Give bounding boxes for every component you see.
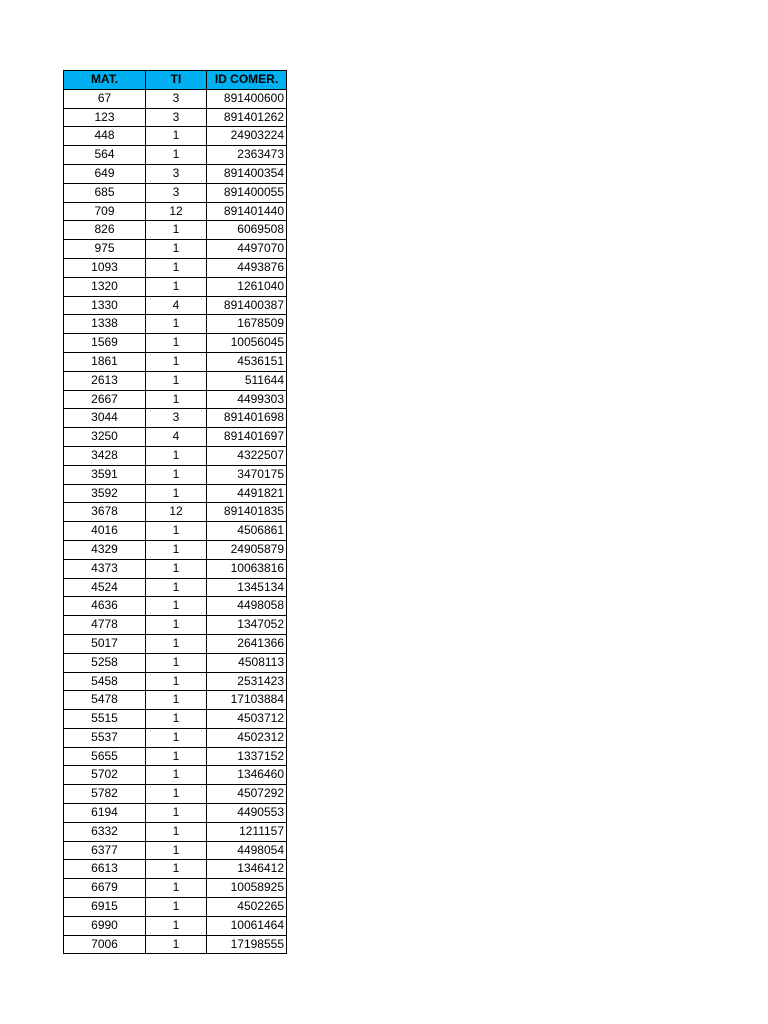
table-row [64, 935, 287, 954]
cell-id-comer: 891401262 [207, 108, 287, 127]
table-row [64, 334, 287, 353]
cell-id-comer: 891401835 [207, 503, 287, 522]
table-row [64, 710, 287, 729]
cell-mat: 5017 [64, 634, 146, 653]
table-row [64, 822, 287, 841]
cell-id-comer: 10056045 [207, 334, 287, 353]
cell-id-comer: 24905879 [207, 540, 287, 559]
cell-mat: 3044 [64, 409, 146, 428]
table-row [64, 578, 287, 597]
column-header-ti: TI [146, 71, 207, 90]
cell-id-comer: 891400600 [207, 89, 287, 108]
cell-ti: 1 [146, 221, 207, 240]
table-row [64, 841, 287, 860]
cell-id-comer: 2641366 [207, 634, 287, 653]
cell-id-comer: 4498054 [207, 841, 287, 860]
cell-mat: 6679 [64, 879, 146, 898]
table-row [64, 804, 287, 823]
cell-id-comer: 24903224 [207, 127, 287, 146]
cell-ti: 12 [146, 503, 207, 522]
cell-id-comer: 10063816 [207, 559, 287, 578]
cell-mat: 6990 [64, 916, 146, 935]
cell-mat: 6915 [64, 898, 146, 917]
cell-mat: 3678 [64, 503, 146, 522]
cell-mat: 1320 [64, 277, 146, 296]
cell-ti: 1 [146, 653, 207, 672]
cell-ti: 1 [146, 578, 207, 597]
table-row [64, 522, 287, 541]
cell-ti: 3 [146, 183, 207, 202]
cell-id-comer: 1337152 [207, 747, 287, 766]
cell-mat: 5537 [64, 728, 146, 747]
cell-mat: 975 [64, 240, 146, 259]
table-row [64, 634, 287, 653]
table-body [64, 89, 287, 954]
table-row [64, 898, 287, 917]
cell-ti: 1 [146, 127, 207, 146]
cell-mat: 826 [64, 221, 146, 240]
cell-ti: 3 [146, 164, 207, 183]
cell-mat: 5478 [64, 691, 146, 710]
cell-mat: 564 [64, 146, 146, 165]
cell-mat: 6613 [64, 860, 146, 879]
cell-ti: 1 [146, 446, 207, 465]
table-row [64, 728, 287, 747]
cell-id-comer: 10061464 [207, 916, 287, 935]
cell-mat: 1338 [64, 315, 146, 334]
table-row [64, 785, 287, 804]
cell-mat: 448 [64, 127, 146, 146]
table-row [64, 465, 287, 484]
cell-mat: 2667 [64, 390, 146, 409]
table-row [64, 127, 287, 146]
cell-id-comer: 2531423 [207, 672, 287, 691]
table-row [64, 240, 287, 259]
cell-id-comer: 4502312 [207, 728, 287, 747]
cell-id-comer: 6069508 [207, 221, 287, 240]
table-row [64, 296, 287, 315]
cell-mat: 5458 [64, 672, 146, 691]
cell-mat: 709 [64, 202, 146, 221]
cell-ti: 1 [146, 879, 207, 898]
cell-mat: 5782 [64, 785, 146, 804]
cell-id-comer: 4508113 [207, 653, 287, 672]
cell-ti: 3 [146, 108, 207, 127]
cell-mat: 123 [64, 108, 146, 127]
cell-id-comer: 1346412 [207, 860, 287, 879]
table-row [64, 352, 287, 371]
cell-mat: 6377 [64, 841, 146, 860]
cell-ti: 1 [146, 710, 207, 729]
cell-ti: 1 [146, 916, 207, 935]
cell-ti: 1 [146, 465, 207, 484]
cell-mat: 4329 [64, 540, 146, 559]
table-row [64, 146, 287, 165]
cell-id-comer: 4502265 [207, 898, 287, 917]
cell-id-comer: 4498058 [207, 597, 287, 616]
cell-ti: 1 [146, 334, 207, 353]
cell-ti: 1 [146, 634, 207, 653]
cell-id-comer: 891401697 [207, 428, 287, 447]
cell-ti: 3 [146, 409, 207, 428]
cell-ti: 1 [146, 484, 207, 503]
cell-mat: 3250 [64, 428, 146, 447]
cell-id-comer: 891401440 [207, 202, 287, 221]
cell-mat: 4778 [64, 616, 146, 635]
cell-mat: 1861 [64, 352, 146, 371]
column-header-mat: MAT. [64, 71, 146, 90]
cell-id-comer: 891400387 [207, 296, 287, 315]
cell-id-comer: 891401698 [207, 409, 287, 428]
table-row [64, 616, 287, 635]
table-row [64, 258, 287, 277]
cell-mat: 4016 [64, 522, 146, 541]
cell-ti: 1 [146, 277, 207, 296]
cell-mat: 2613 [64, 371, 146, 390]
cell-mat: 1569 [64, 334, 146, 353]
cell-mat: 6194 [64, 804, 146, 823]
cell-id-comer: 1261040 [207, 277, 287, 296]
cell-id-comer: 4507292 [207, 785, 287, 804]
table-row [64, 428, 287, 447]
cell-ti: 1 [146, 522, 207, 541]
data-table [63, 70, 287, 954]
cell-id-comer: 891400055 [207, 183, 287, 202]
cell-id-comer: 1347052 [207, 616, 287, 635]
cell-id-comer: 891400354 [207, 164, 287, 183]
cell-id-comer: 4497070 [207, 240, 287, 259]
column-header-id-comer: ID COMER. [207, 71, 287, 90]
cell-ti: 1 [146, 860, 207, 879]
cell-ti: 1 [146, 766, 207, 785]
cell-ti: 1 [146, 559, 207, 578]
table-row [64, 390, 287, 409]
cell-id-comer: 4491821 [207, 484, 287, 503]
cell-mat: 685 [64, 183, 146, 202]
cell-ti: 1 [146, 390, 207, 409]
table-row [64, 409, 287, 428]
cell-mat: 4524 [64, 578, 146, 597]
table-row [64, 559, 287, 578]
cell-mat: 3428 [64, 446, 146, 465]
cell-mat: 649 [64, 164, 146, 183]
cell-ti: 1 [146, 804, 207, 823]
table-row [64, 879, 287, 898]
table-row [64, 916, 287, 935]
cell-ti: 1 [146, 616, 207, 635]
cell-mat: 5655 [64, 747, 146, 766]
cell-ti: 3 [146, 89, 207, 108]
cell-id-comer: 4536151 [207, 352, 287, 371]
cell-ti: 4 [146, 428, 207, 447]
table-row [64, 108, 287, 127]
table-row [64, 277, 287, 296]
cell-mat: 3592 [64, 484, 146, 503]
cell-mat: 4373 [64, 559, 146, 578]
cell-id-comer: 511644 [207, 371, 287, 390]
cell-mat: 3591 [64, 465, 146, 484]
cell-id-comer: 4493876 [207, 258, 287, 277]
cell-ti: 1 [146, 258, 207, 277]
cell-ti: 1 [146, 672, 207, 691]
table-row [64, 691, 287, 710]
cell-id-comer: 17198555 [207, 935, 287, 954]
table-row [64, 747, 287, 766]
table-row [64, 672, 287, 691]
cell-ti: 1 [146, 841, 207, 860]
cell-mat: 67 [64, 89, 146, 108]
cell-ti: 1 [146, 240, 207, 259]
cell-mat: 7006 [64, 935, 146, 954]
cell-ti: 1 [146, 371, 207, 390]
cell-ti: 1 [146, 540, 207, 559]
cell-id-comer: 10058925 [207, 879, 287, 898]
cell-id-comer: 1211157 [207, 822, 287, 841]
table-header-row [64, 71, 287, 90]
table-row [64, 183, 287, 202]
cell-ti: 12 [146, 202, 207, 221]
table-row [64, 371, 287, 390]
cell-mat: 5258 [64, 653, 146, 672]
table-row [64, 484, 287, 503]
cell-id-comer: 1678509 [207, 315, 287, 334]
cell-ti: 1 [146, 146, 207, 165]
cell-ti: 1 [146, 747, 207, 766]
cell-ti: 1 [146, 691, 207, 710]
cell-id-comer: 4506861 [207, 522, 287, 541]
cell-ti: 4 [146, 296, 207, 315]
table-row [64, 766, 287, 785]
table-row [64, 202, 287, 221]
cell-mat: 1093 [64, 258, 146, 277]
cell-id-comer: 2363473 [207, 146, 287, 165]
cell-ti: 1 [146, 352, 207, 371]
cell-id-comer: 17103884 [207, 691, 287, 710]
table-row [64, 89, 287, 108]
table-row [64, 164, 287, 183]
cell-mat: 5515 [64, 710, 146, 729]
cell-id-comer: 4490553 [207, 804, 287, 823]
table-row [64, 653, 287, 672]
cell-mat: 5702 [64, 766, 146, 785]
table-row [64, 503, 287, 522]
table-row [64, 597, 287, 616]
cell-id-comer: 4503712 [207, 710, 287, 729]
table-row [64, 315, 287, 334]
cell-ti: 1 [146, 728, 207, 747]
table-row [64, 860, 287, 879]
cell-mat: 1330 [64, 296, 146, 315]
cell-id-comer: 4322507 [207, 446, 287, 465]
cell-id-comer: 3470175 [207, 465, 287, 484]
cell-id-comer: 1345134 [207, 578, 287, 597]
cell-ti: 1 [146, 597, 207, 616]
cell-ti: 1 [146, 935, 207, 954]
cell-mat: 6332 [64, 822, 146, 841]
cell-ti: 1 [146, 315, 207, 334]
cell-id-comer: 1346460 [207, 766, 287, 785]
table-row [64, 540, 287, 559]
table-row [64, 446, 287, 465]
cell-ti: 1 [146, 822, 207, 841]
cell-ti: 1 [146, 898, 207, 917]
cell-mat: 4636 [64, 597, 146, 616]
cell-ti: 1 [146, 785, 207, 804]
cell-id-comer: 4499303 [207, 390, 287, 409]
table-row [64, 221, 287, 240]
